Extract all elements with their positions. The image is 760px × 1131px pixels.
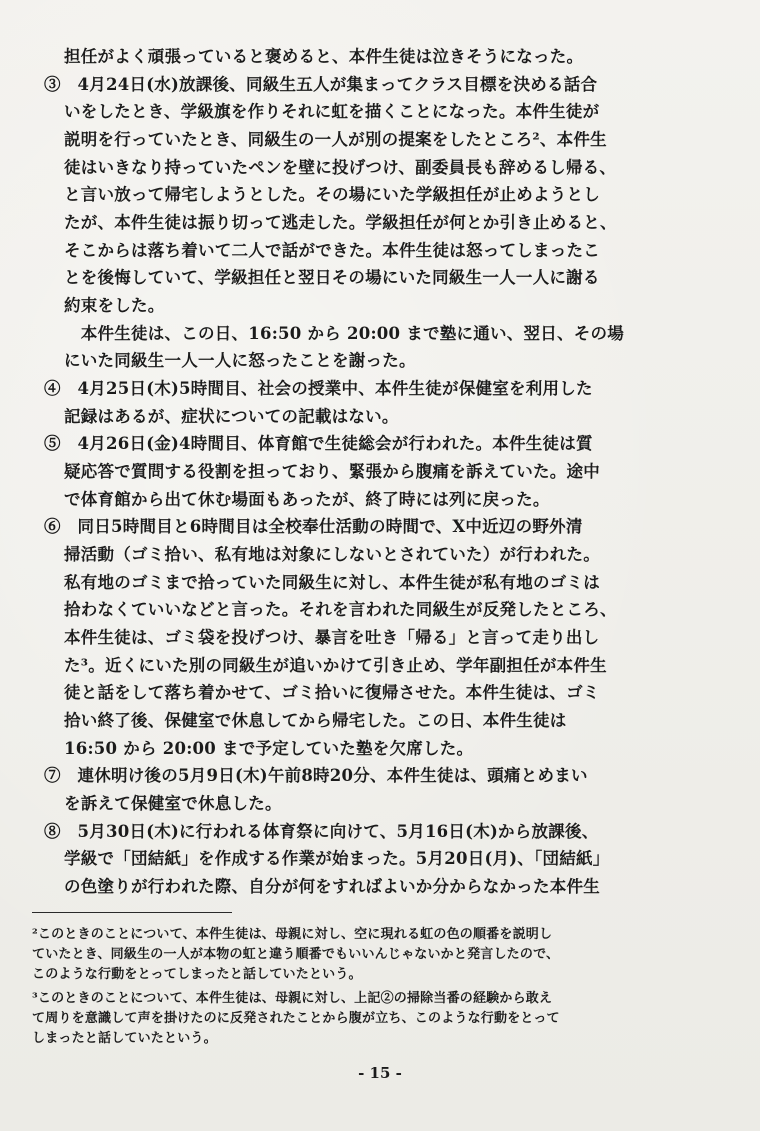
text-line: ⑥ 同日5時間目と6時間目は全校奉仕活動の時間で、X中近辺の野外清 xyxy=(44,517,583,537)
footnote-line: このような行動をとってしまったと話していたという。 xyxy=(32,967,362,982)
text-line: 16:50 から 20:00 まで予定していた塾を欠席した。 xyxy=(64,738,474,758)
text-line: と言い放って帰宅しようとした。その場にいた学級担任が止めようとし xyxy=(64,185,600,205)
text-line: の色塗りが行われた際、自分が何をすればよいか分からなかった本件生 xyxy=(64,877,600,896)
text-line: 本件生徒は、この日、16:50 から 20:00 まで塾に通い、翌日、その場 xyxy=(64,323,625,343)
text-line: た³。近くにいた別の同級生が追いかけて引き止め、学年副担任が本件生 xyxy=(64,655,607,675)
text-line: ⑦ 連休明け後の5月9日(木)午前8時20分、本件生徒は、頭痛とめまい xyxy=(44,766,588,786)
footnote-line: ³このときのことについて、本件生徒は、母親に対し、上記②の掃除当番の経験から敢え xyxy=(32,991,553,1006)
footnote-separator xyxy=(32,912,232,913)
footnote-line: て周りを意識して声を掛けたのに反発されたことから腹が立ち、このような行動をとって xyxy=(32,1011,560,1026)
text-line: ⑤ 4月26日(金)4時間目、体育館で生徒総会が行われた。本件生徒は質 xyxy=(44,434,593,454)
text-line: 私有地のゴミまで拾っていた同級生に対し、本件生徒が私有地のゴミは xyxy=(64,572,600,592)
footnote-line: しまったと話していたという。 xyxy=(32,1031,217,1046)
text-line: ③ 4月24日(水)放課後、同級生五人が集まってクラス目標を決める話合 xyxy=(44,74,598,94)
text-line: を訴えて保健室で休息した。 xyxy=(64,794,282,813)
text-line: 本件生徒は、ゴミ袋を投げつけ、暴言を吐き「帰る」と言って走り出し xyxy=(64,628,600,647)
text-line: 担任がよく頑張っていると褒めると、本件生徒は泣きそうになった。 xyxy=(64,47,584,66)
text-line: そこからは落ち着いて二人で話ができた。本件生徒は怒ってしまったこ xyxy=(64,240,600,260)
page-number: - 15 - xyxy=(358,1064,402,1082)
text-line: たが、本件生徒は振り切って逃走した。学級担任が何とか引き止めると、 xyxy=(64,213,617,232)
text-line: 徒と話をして落ち着かせて、ゴミ拾いに復帰させた。本件生徒は、ゴミ xyxy=(64,683,600,703)
footnote-line: ²このときのことについて、本件生徒は、母親に対し、空に現れる虹の色の順番を説明し xyxy=(32,927,553,942)
text-line: 記録はあるが、症状についての記載はない。 xyxy=(64,406,399,426)
text-line: いをしたとき、学級旗を作りそれに虹を描くことになった。本件生徒が xyxy=(64,102,600,122)
text-line: 拾い終了後、保健室で休息してから帰宅した。この日、本件生徒は xyxy=(64,711,567,730)
text-line: 疑応答で質問する役割を担っており、緊張から腹痛を訴えていた。途中 xyxy=(64,462,600,481)
text-line: ⑧ 5月30日(木)に行われる体育祭に向けて、5月16日(木)から放課後、 xyxy=(44,821,599,841)
text-line: とを後悔していて、学級担任と翌日その場にいた同級生一人一人に謝る xyxy=(64,268,600,288)
footnote-line: ていたとき、同級生の一人が本物の虹と違う順番でもいいんじゃないかと発言したので、 xyxy=(32,947,560,962)
text-line: 掃活動（ゴミ拾い、私有地は対象にしないとされていた）が行われた。 xyxy=(64,545,600,564)
text-line: で体育館から出て休む場面もあったが、終了時には列に戻った。 xyxy=(64,489,550,509)
text-line: ④ 4月25日(木)5時間目、社会の授業中、本件生徒が保健室を利用した xyxy=(44,379,593,398)
text-line: にいた同級生一人一人に怒ったことを謝った。 xyxy=(64,351,416,371)
text-line: 拾わなくていいなどと言った。それを言われた同級生が反発したところ、 xyxy=(64,600,617,620)
text-line: 徒はいきなり持っていたペンを壁に投げつけ、副委員長も辞めるし帰る、 xyxy=(64,157,617,177)
text-line: 学級で「団結紙」を作成する作業が始まった。5月20日(月)、「団結紙」 xyxy=(64,849,610,869)
text-line: 約束をした。 xyxy=(64,296,165,315)
text-line: 説明を行っていたとき、同級生の一人が別の提案をしたところ²、本件生 xyxy=(64,130,607,149)
